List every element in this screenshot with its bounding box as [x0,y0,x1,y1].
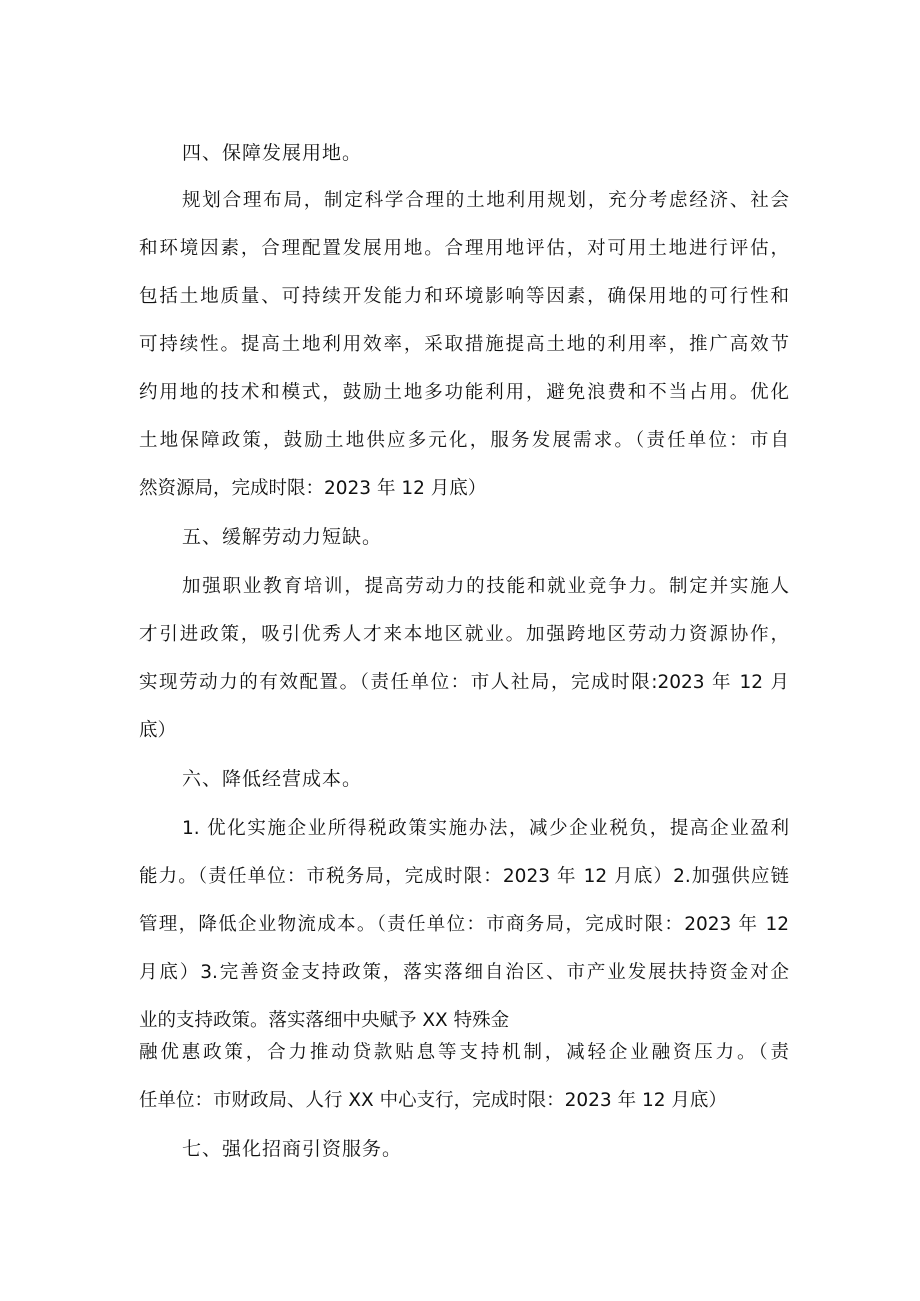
paragraph-line: 包括土地质量、可持续开发能力和环境影响等因素，确保用地的可行性和 [139,286,789,307]
paragraph-line: 规划合理布局，制定科学合理的土地利用规划，充分考虑经济、社会 [182,190,789,211]
paragraph-line: 土地保障政策，鼓励土地供应多元化，服务发展需求。（责任单位：市自 [139,430,789,451]
paragraph-line: 能力。（责任单位：市税务局，完成时限：2023 年 12 月底）2.加强供应链 [139,866,789,887]
section-heading-7: 七、强化招商引资服务。 [182,1138,403,1160]
paragraph-line: 底） [139,720,177,741]
paragraph-line: 才引进政策，吸引优秀人才来本地区就业。加强跨地区劳动力资源协作， [139,624,789,645]
paragraph-line: 融优惠政策，合力推动贷款贴息等支持机制，减轻企业融资压力。（责 [139,1042,789,1063]
paragraph-line: 月底）3.完善资金支持政策，落实落细自治区、市产业发展扶持资金对企 [139,962,789,983]
paragraph-line: 加强职业教育培训，提高劳动力的技能和就业竞争力。制定并实施人 [182,576,789,597]
paragraph-line: 可持续性。提高土地利用效率，采取措施提高土地的利用率，推广高效节 [139,334,789,355]
section-heading-6: 六、降低经营成本。 [182,768,363,790]
paragraph-line: 实现劳动力的有效配置。（责任单位：市人社局，完成时限:2023 年 12 月 [139,672,789,693]
paragraph-line: 约用地的技术和模式，鼓励土地多功能利用，避免浪费和不当占用。优化 [139,382,789,403]
section-heading-4: 四、保障发展用地。 [182,142,363,164]
paragraph-line: 业的支持政策。落实落细中央赋予 XX 特殊金 [139,1010,510,1031]
paragraph-line: 然资源局，完成时限：2023 年 12 月底） [139,478,487,499]
paragraph-line: 任单位：市财政局、人行 XX 中心支行，完成时限：2023 年 12 月底） [139,1090,727,1111]
paragraph-line: 管理，降低企业物流成本。（责任单位：市商务局，完成时限：2023 年 12 [139,914,789,935]
paragraph-line: 和环境因素，合理配置发展用地。合理用地评估，对可用土地进行评估， [139,238,789,259]
section-heading-5: 五、缓解劳动力短缺。 [182,526,383,548]
paragraph-line: 1. 优化实施企业所得税政策实施办法，减少企业税负，提高企业盈利 [182,818,789,839]
